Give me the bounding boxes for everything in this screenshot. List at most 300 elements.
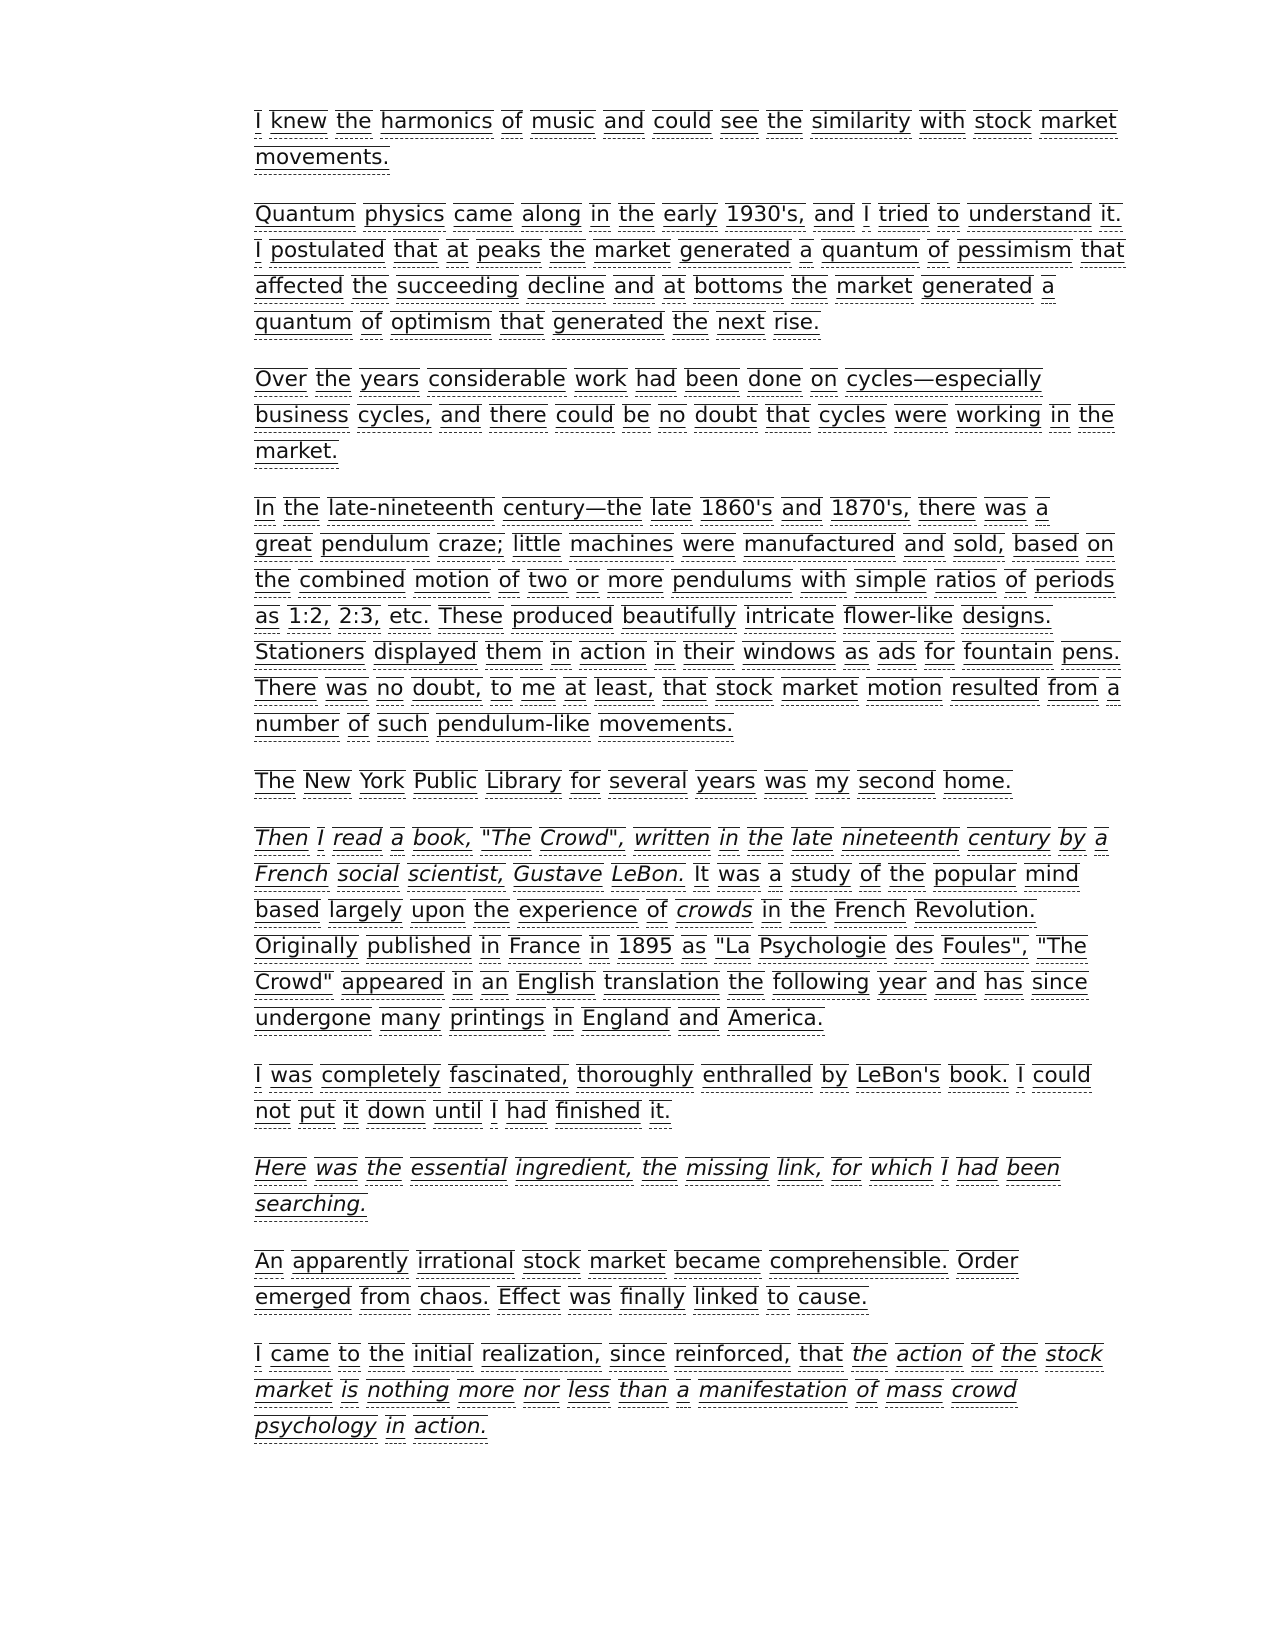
word: late-nineteenth	[327, 491, 495, 527]
word: second	[857, 764, 936, 800]
word: market	[781, 671, 859, 707]
word: comprehensible.	[769, 1244, 950, 1280]
word: cycles—especially	[845, 362, 1042, 398]
word: or	[576, 563, 600, 599]
word: of	[1004, 563, 1027, 599]
word: a	[1094, 821, 1109, 857]
text-line	[254, 1001, 1034, 1037]
word: by	[1058, 821, 1086, 857]
word: them	[485, 635, 543, 671]
word: physics	[363, 197, 445, 233]
word: in	[761, 893, 783, 929]
word: the	[1000, 1337, 1037, 1373]
word: a	[390, 821, 405, 857]
word: optimism	[390, 305, 492, 341]
word: thoroughly	[576, 1058, 694, 1094]
word: pens.	[1061, 635, 1122, 671]
word: in	[654, 635, 676, 671]
word: in	[385, 1409, 407, 1445]
word: was	[325, 671, 369, 707]
word: to	[490, 671, 514, 707]
word: quantum	[821, 233, 920, 269]
word: In	[254, 491, 276, 527]
word: in	[1049, 398, 1071, 434]
word: etc.	[388, 599, 430, 635]
word: great	[254, 527, 313, 563]
word: a	[1035, 491, 1050, 527]
text-line	[254, 305, 1034, 341]
word: beautifully	[621, 599, 737, 635]
word: more	[457, 1373, 515, 1409]
word: was	[314, 1151, 358, 1187]
word: pendulum	[320, 527, 430, 563]
word: the	[365, 1151, 402, 1187]
text-line	[254, 1187, 1034, 1223]
word: in	[589, 197, 611, 233]
paragraph	[254, 362, 1115, 470]
word: least,	[594, 671, 655, 707]
word: apparently	[291, 1244, 409, 1280]
word: I	[254, 1058, 262, 1094]
word: LeBon's	[856, 1058, 941, 1094]
word: translation	[603, 965, 721, 1001]
word: the	[851, 1337, 888, 1373]
text-line	[254, 929, 1087, 965]
text-line	[254, 764, 1034, 800]
word: a	[1041, 269, 1056, 305]
word: music	[530, 104, 596, 140]
text-line	[254, 1058, 1091, 1094]
word: market	[588, 1244, 666, 1280]
word: The	[254, 764, 296, 800]
word: no	[376, 671, 405, 707]
word: since	[1031, 965, 1089, 1001]
word: the	[473, 893, 510, 929]
word: the	[766, 104, 803, 140]
text-line	[254, 527, 1115, 563]
paragraph	[254, 821, 1108, 1037]
word: postulated	[269, 233, 386, 269]
word: combined	[298, 563, 406, 599]
text-line	[254, 821, 1108, 857]
word: and	[934, 965, 976, 1001]
word: New	[303, 764, 352, 800]
word: as	[681, 929, 707, 965]
word: not	[254, 1094, 291, 1130]
word: Originally	[254, 929, 359, 965]
word: of	[347, 707, 370, 743]
word: initial	[412, 1337, 473, 1373]
word: early	[662, 197, 718, 233]
word: late	[791, 821, 834, 857]
word: emerged	[254, 1280, 352, 1316]
word: more	[607, 563, 665, 599]
text-line	[254, 140, 1034, 176]
word: designs.	[961, 599, 1052, 635]
word: in	[589, 929, 611, 965]
word: market	[835, 269, 913, 305]
word: stock	[522, 1244, 581, 1280]
word: manifestation	[698, 1373, 849, 1409]
word: home.	[943, 764, 1013, 800]
word: France	[508, 929, 582, 965]
word: by	[820, 1058, 848, 1094]
word: of	[501, 104, 524, 140]
word: was	[764, 764, 808, 800]
word: from	[1047, 671, 1099, 707]
word: periods	[1034, 563, 1116, 599]
text-line	[254, 1244, 1034, 1280]
word: in	[452, 965, 474, 1001]
word: there	[918, 491, 977, 527]
word: understand	[967, 197, 1092, 233]
word: a	[799, 233, 814, 269]
word: Crowd"	[254, 965, 334, 1001]
word: and	[678, 1001, 720, 1037]
word: "The	[1036, 929, 1088, 965]
word: be	[622, 398, 651, 434]
word: with	[919, 104, 967, 140]
word: market.	[254, 434, 339, 470]
word: came	[269, 1337, 330, 1373]
word: from	[359, 1280, 411, 1316]
word: that	[499, 305, 545, 341]
word: based	[254, 893, 321, 929]
word: the	[789, 893, 826, 929]
word: reinforced,	[674, 1337, 792, 1373]
paragraph	[254, 491, 1121, 743]
word: Order	[956, 1244, 1019, 1280]
word: upon	[410, 893, 466, 929]
word: windows	[742, 635, 837, 671]
word: had	[505, 1094, 547, 1130]
word: finished	[555, 1094, 642, 1130]
word: similarity	[810, 104, 911, 140]
text-line	[254, 233, 1125, 269]
paragraph	[254, 1244, 1034, 1316]
word: psychology	[254, 1409, 378, 1445]
word: century	[967, 821, 1051, 857]
word: for	[569, 764, 601, 800]
word: it.	[649, 1094, 672, 1130]
word: missing	[685, 1151, 770, 1187]
word: two	[527, 563, 568, 599]
word: of	[646, 893, 669, 929]
word: considerable	[427, 362, 567, 398]
word: "The	[480, 821, 532, 857]
word: I	[254, 233, 262, 269]
word: the	[335, 104, 372, 140]
word: ads	[877, 635, 917, 671]
word: was	[269, 1058, 313, 1094]
word: Stationers	[254, 635, 366, 671]
word: market	[254, 1373, 333, 1409]
word: had	[956, 1151, 998, 1187]
word: and	[781, 491, 823, 527]
word: was	[717, 857, 761, 893]
word: finally	[619, 1280, 686, 1316]
word: cycles	[818, 398, 887, 434]
word: affected	[254, 269, 344, 305]
word: business	[254, 398, 350, 434]
word: it.	[1099, 197, 1122, 233]
word: of	[859, 857, 882, 893]
word: produced	[511, 599, 614, 635]
word: stock	[715, 671, 774, 707]
text-line	[254, 362, 1042, 398]
paragraph	[254, 197, 1125, 341]
word: of	[360, 305, 383, 341]
text-line	[254, 491, 1049, 527]
word: such	[377, 707, 429, 743]
word: Over	[254, 362, 308, 398]
word: since	[609, 1337, 667, 1373]
word: crowd	[951, 1373, 1018, 1409]
word: stock	[1045, 1337, 1104, 1373]
word: action	[895, 1337, 963, 1373]
word: of	[971, 1337, 994, 1373]
paragraph	[254, 1058, 1091, 1130]
word: Gustave	[513, 857, 604, 893]
word: York	[359, 764, 406, 800]
word: at	[662, 269, 686, 305]
word: peaks	[476, 233, 542, 269]
word: tried	[878, 197, 930, 233]
word: work	[574, 362, 628, 398]
word: several	[608, 764, 688, 800]
word: at	[563, 671, 587, 707]
word: 1860's	[700, 491, 774, 527]
word: came	[453, 197, 514, 233]
word: year	[877, 965, 927, 1001]
word: which	[869, 1151, 934, 1187]
word: generated	[921, 269, 1034, 305]
word: stock	[973, 104, 1032, 140]
word: for	[924, 635, 956, 671]
word: LeBon.	[611, 857, 687, 893]
word: for	[831, 1151, 863, 1187]
word: nineteenth	[841, 821, 960, 857]
text-line	[254, 398, 1115, 434]
text-line	[254, 1409, 1034, 1445]
word: An	[254, 1244, 284, 1280]
word: largely	[328, 893, 403, 929]
word: down	[366, 1094, 426, 1130]
text-line	[254, 857, 1080, 893]
word: Quantum	[254, 197, 356, 233]
word: done	[747, 362, 803, 398]
word: has	[984, 965, 1024, 1001]
text-line	[254, 1373, 1034, 1409]
word: became	[674, 1244, 762, 1280]
word: than	[618, 1373, 669, 1409]
word: been	[1006, 1151, 1062, 1187]
word: next	[716, 305, 766, 341]
text-line	[254, 1337, 1103, 1373]
word: and	[613, 269, 655, 305]
word: mind	[1024, 857, 1080, 893]
word: craze;	[437, 527, 505, 563]
paragraph	[254, 104, 1117, 176]
word: along	[521, 197, 583, 233]
word: the	[351, 269, 388, 305]
word: written	[633, 821, 711, 857]
word: displayed	[373, 635, 478, 671]
word: Library	[485, 764, 562, 800]
word: with	[800, 563, 848, 599]
paragraph	[254, 1337, 1103, 1445]
word: the	[747, 821, 784, 857]
word: is	[340, 1373, 359, 1409]
word: crowds	[675, 893, 753, 929]
word: decline	[526, 269, 606, 305]
word: completely	[320, 1058, 441, 1094]
text-line	[254, 197, 1122, 233]
word: years	[359, 362, 420, 398]
word: French	[834, 893, 907, 929]
text-line	[254, 707, 1034, 743]
word: me	[520, 671, 556, 707]
word: There	[254, 671, 318, 707]
word: many	[379, 1001, 441, 1037]
word: I	[862, 197, 870, 233]
word: fascinated,	[448, 1058, 569, 1094]
word: pendulums	[671, 563, 793, 599]
word: that	[1080, 233, 1126, 269]
word: searching.	[254, 1187, 368, 1223]
word: on	[810, 362, 839, 398]
word: was	[568, 1280, 612, 1316]
word: generated	[552, 305, 665, 341]
word: see	[720, 104, 760, 140]
word: 1870's,	[830, 491, 911, 527]
word: These	[438, 599, 504, 635]
word: the	[618, 197, 655, 233]
word: doubt,	[411, 671, 482, 707]
word: book.	[948, 1058, 1009, 1094]
word: put	[298, 1094, 336, 1130]
word: my	[815, 764, 851, 800]
word: resulted	[950, 671, 1040, 707]
word: popular	[933, 857, 1017, 893]
word: at	[446, 233, 470, 269]
word: movements.	[254, 140, 390, 176]
word: appeared	[341, 965, 445, 1001]
word: the	[549, 233, 586, 269]
word: Public	[413, 764, 479, 800]
word: 1895	[617, 929, 674, 965]
word: that	[765, 398, 811, 434]
word: English	[516, 965, 596, 1001]
word: cause.	[797, 1280, 869, 1316]
word: read	[332, 821, 383, 857]
word: the	[727, 965, 764, 1001]
text-line	[254, 671, 1121, 707]
word: was	[984, 491, 1028, 527]
word: had	[635, 362, 677, 398]
word: as	[843, 635, 869, 671]
word: the	[1078, 398, 1115, 434]
word: years	[695, 764, 756, 800]
word: until	[433, 1094, 483, 1130]
word: I	[254, 1337, 262, 1373]
word: sold,	[953, 527, 1006, 563]
word: experience	[517, 893, 638, 929]
word: manufactured	[743, 527, 896, 563]
word: quantum	[254, 305, 353, 341]
word: could	[1032, 1058, 1092, 1094]
word: the	[641, 1151, 678, 1187]
word: market	[1039, 104, 1117, 140]
word: century—the	[502, 491, 643, 527]
word: that	[798, 1337, 844, 1373]
word: the	[672, 305, 709, 341]
word: been	[684, 362, 740, 398]
word: machines	[569, 527, 675, 563]
word: knew	[269, 104, 328, 140]
word: succeeding	[396, 269, 520, 305]
word: harmonics	[380, 104, 494, 140]
word: the	[888, 857, 925, 893]
word: book,	[412, 821, 473, 857]
word: rise.	[773, 305, 821, 341]
word: essential	[410, 1151, 508, 1187]
paragraph	[254, 1151, 1061, 1223]
text-line	[254, 599, 1052, 635]
word: irrational	[416, 1244, 515, 1280]
word: Psychologie	[758, 929, 887, 965]
word: based	[1012, 527, 1079, 563]
word: in	[718, 821, 740, 857]
word: flower-like	[843, 599, 955, 635]
word: the	[315, 362, 352, 398]
word: a	[768, 857, 783, 893]
word: movements.	[598, 707, 734, 743]
word: to	[937, 197, 961, 233]
word: simple	[854, 563, 927, 599]
word: social	[337, 857, 400, 893]
word: the	[368, 1337, 405, 1373]
word: following	[772, 965, 871, 1001]
word: fountain	[962, 635, 1053, 671]
word: mass	[885, 1373, 944, 1409]
word: that	[662, 671, 708, 707]
word: late	[650, 491, 693, 527]
text-line	[254, 269, 1055, 305]
word: Revolution.	[914, 893, 1037, 929]
word: French	[254, 857, 330, 893]
word: and	[813, 197, 855, 233]
word: and	[603, 104, 645, 140]
word: motion	[413, 563, 490, 599]
word: Effect	[497, 1280, 561, 1316]
word: an	[480, 965, 509, 1001]
word: England	[581, 1001, 670, 1037]
word: in	[550, 635, 572, 671]
word: number	[254, 707, 340, 743]
word: of	[498, 563, 521, 599]
word: I	[490, 1094, 498, 1130]
word: nor	[523, 1373, 561, 1409]
word: des	[894, 929, 934, 965]
word: of	[927, 233, 950, 269]
word: link,	[777, 1151, 824, 1187]
word: market	[593, 233, 671, 269]
word: ingredient,	[515, 1151, 634, 1187]
word: less	[567, 1373, 611, 1409]
word: I	[941, 1151, 949, 1187]
document-page	[254, 104, 1125, 1466]
